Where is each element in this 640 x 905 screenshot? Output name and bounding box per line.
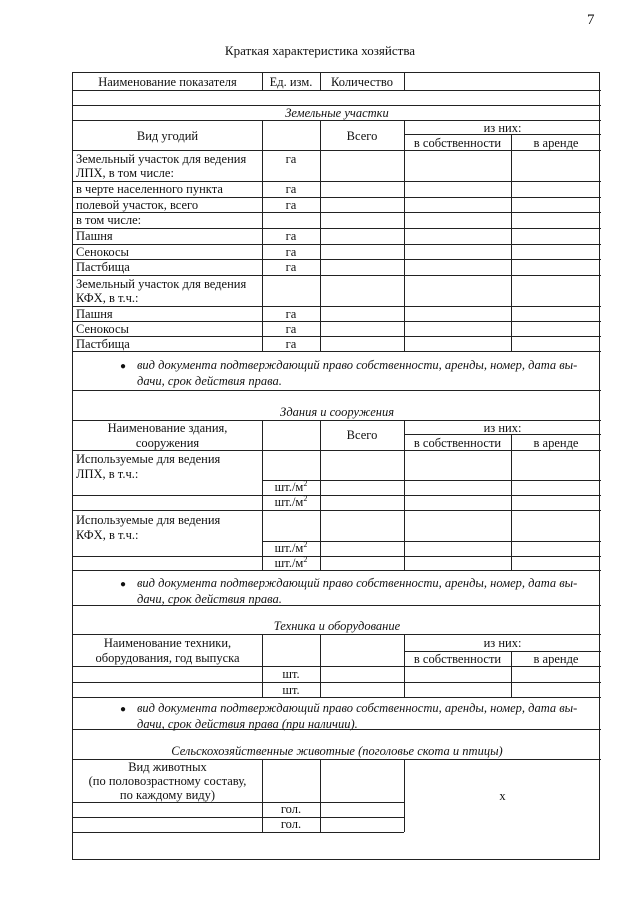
animals-unit: гол. [280, 817, 302, 831]
section-line [73, 634, 601, 635]
grid-line [511, 134, 512, 351]
grid-line [320, 120, 321, 351]
land-row-name: Земельный участок для ведения [76, 152, 247, 166]
buildings-unit [262, 541, 320, 555]
equipment-note-line: дачи, срок действия права (при наличии). [137, 717, 358, 731]
grid-line [73, 605, 601, 606]
buildings-unit [262, 495, 320, 509]
unit-text: шт./м [274, 495, 304, 509]
land-row-name: в том числе: [76, 213, 142, 227]
bullet-icon: ● [120, 361, 127, 372]
grid-line [73, 666, 601, 667]
grid-line [73, 228, 601, 229]
land-col-owned: в собственности [413, 136, 502, 150]
grid-line [73, 244, 601, 245]
animals-col-name: (по половозрастному составу, [88, 774, 247, 788]
buildings-col-of-them: из них: [483, 421, 522, 435]
buildings-note-line: дачи, срок действия права. [137, 592, 282, 606]
document-title: Краткая характеристика хозяйства [224, 43, 416, 58]
animals-col-name: по каждому виду) [119, 788, 216, 802]
land-row-name: Земельный участок для ведения [76, 277, 247, 291]
grid-line [320, 759, 321, 832]
land-col-of-them: из них: [483, 121, 522, 135]
land-section-title: Земельные участки [285, 106, 389, 120]
equipment-col-owned: в собственности [413, 652, 502, 666]
grid-line [73, 259, 601, 260]
header-divider [404, 73, 405, 90]
land-col-leased: в аренде [533, 136, 579, 150]
buildings-col-name: сооружения [135, 436, 200, 450]
land-row-name: КФХ, в т.ч.: [76, 291, 139, 305]
land-row-unit: га [285, 307, 297, 321]
grid-line [73, 510, 601, 511]
buildings-col-name: Наименование здания, [107, 421, 228, 435]
land-row-name: в черте населенного пункта [76, 182, 223, 196]
equipment-col-of-them: из них: [483, 636, 522, 650]
grid-line [73, 351, 601, 352]
buildings-note [137, 575, 599, 607]
land-row-unit: га [285, 245, 297, 259]
land-row-name: Сенокосы [76, 322, 129, 336]
buildings-row-name: ЛПХ, в т.ч.: [76, 467, 139, 481]
land-col-total: Всего [346, 129, 378, 143]
grid-line [73, 817, 404, 818]
bullet-icon: ● [120, 704, 127, 715]
buildings-col-total: Всего [346, 428, 378, 442]
grid-line [73, 556, 601, 557]
grid-line [73, 321, 601, 322]
land-row-unit: га [285, 229, 297, 243]
grid-line [73, 212, 601, 213]
grid-line [511, 434, 512, 570]
equipment-col-leased: в аренде [533, 652, 579, 666]
equipment-note [137, 700, 599, 732]
grid-line [73, 306, 601, 307]
header-indicator: Наименование показателя [98, 75, 237, 89]
header-quantity: Количество [331, 75, 393, 89]
land-note-line: дачи, срок действия права. [137, 374, 282, 388]
equipment-note-line: вид документа подтверждающий право собственности, аренды, номер, дата вы- [137, 701, 578, 715]
land-row-name: Пастбища [76, 260, 130, 274]
unit-superscript: 2 [303, 539, 308, 549]
buildings-section-title: Здания и сооружения [279, 405, 395, 419]
unit-superscript: 2 [303, 478, 308, 488]
buildings-row-name: КФХ, в т.ч.: [76, 528, 139, 542]
land-row-unit: га [285, 198, 297, 212]
equipment-col-name: Наименование техники, [103, 636, 232, 650]
equipment-section-title: Техника и оборудование [273, 619, 401, 633]
grid-line [73, 390, 601, 391]
land-note [137, 357, 599, 389]
grid-line [73, 150, 601, 151]
grid-line [73, 832, 404, 833]
grid-line [73, 729, 601, 730]
animals-section-title: Сельскохозяйственные животные (поголовье скота и птицы) [171, 744, 503, 758]
equipment-unit: шт. [282, 667, 300, 681]
page-number: 7 [587, 12, 595, 28]
grid-line [73, 682, 601, 683]
buildings-unit [262, 480, 320, 494]
buildings-row-name: Используемые для ведения [76, 452, 221, 466]
equipment-col-name: оборудования, год выпуска [95, 651, 240, 665]
buildings-col-owned: в собственности [413, 436, 502, 450]
land-row-unit: га [285, 152, 297, 166]
unit-text: шт./м [274, 541, 304, 555]
land-row-name: ЛПХ, в том числе: [76, 166, 174, 180]
land-row-name: Пашня [76, 229, 113, 243]
bullet-icon: ● [120, 579, 127, 590]
land-note-line: вид документа подтверждающий право собственности, аренды, номер, дата вы- [137, 358, 578, 372]
header-unit: Ед. изм. [269, 75, 313, 89]
animals-unit: гол. [280, 802, 302, 816]
buildings-col-leased: в аренде [533, 436, 579, 450]
land-row-unit: га [285, 260, 297, 274]
unit-text: шт./м [274, 556, 304, 570]
grid-line [73, 275, 601, 276]
land-row-unit: га [285, 337, 297, 351]
buildings-note-line: вид документа подтверждающий право собственности, аренды, номер, дата вы- [137, 576, 578, 590]
animals-mark: х [499, 789, 506, 803]
land-row-name: полевой участок, всего [76, 198, 199, 212]
unit-superscript: 2 [303, 493, 308, 503]
grid-line [73, 570, 601, 571]
buildings-unit [262, 556, 320, 570]
equipment-unit: шт. [282, 683, 300, 697]
grid-line [73, 450, 601, 451]
grid-line [73, 336, 601, 337]
land-row-name: Пастбища [76, 337, 130, 351]
land-row-unit: га [285, 182, 297, 196]
land-row-unit: га [285, 322, 297, 336]
unit-text: шт./м [274, 480, 304, 494]
land-row-name: Пашня [76, 307, 113, 321]
grid-line [73, 697, 601, 698]
unit-superscript: 2 [303, 554, 308, 564]
grid-line [73, 495, 601, 496]
land-col-type: Вид угодий [136, 129, 199, 143]
buildings-row-name: Используемые для ведения [76, 513, 221, 527]
farm-characteristics-form [72, 72, 600, 860]
header-bottom-line [73, 90, 601, 91]
grid-line [404, 120, 405, 351]
land-row-name: Сенокосы [76, 245, 129, 259]
animals-col-name: Вид животных [128, 760, 207, 774]
grid-line [73, 802, 404, 803]
